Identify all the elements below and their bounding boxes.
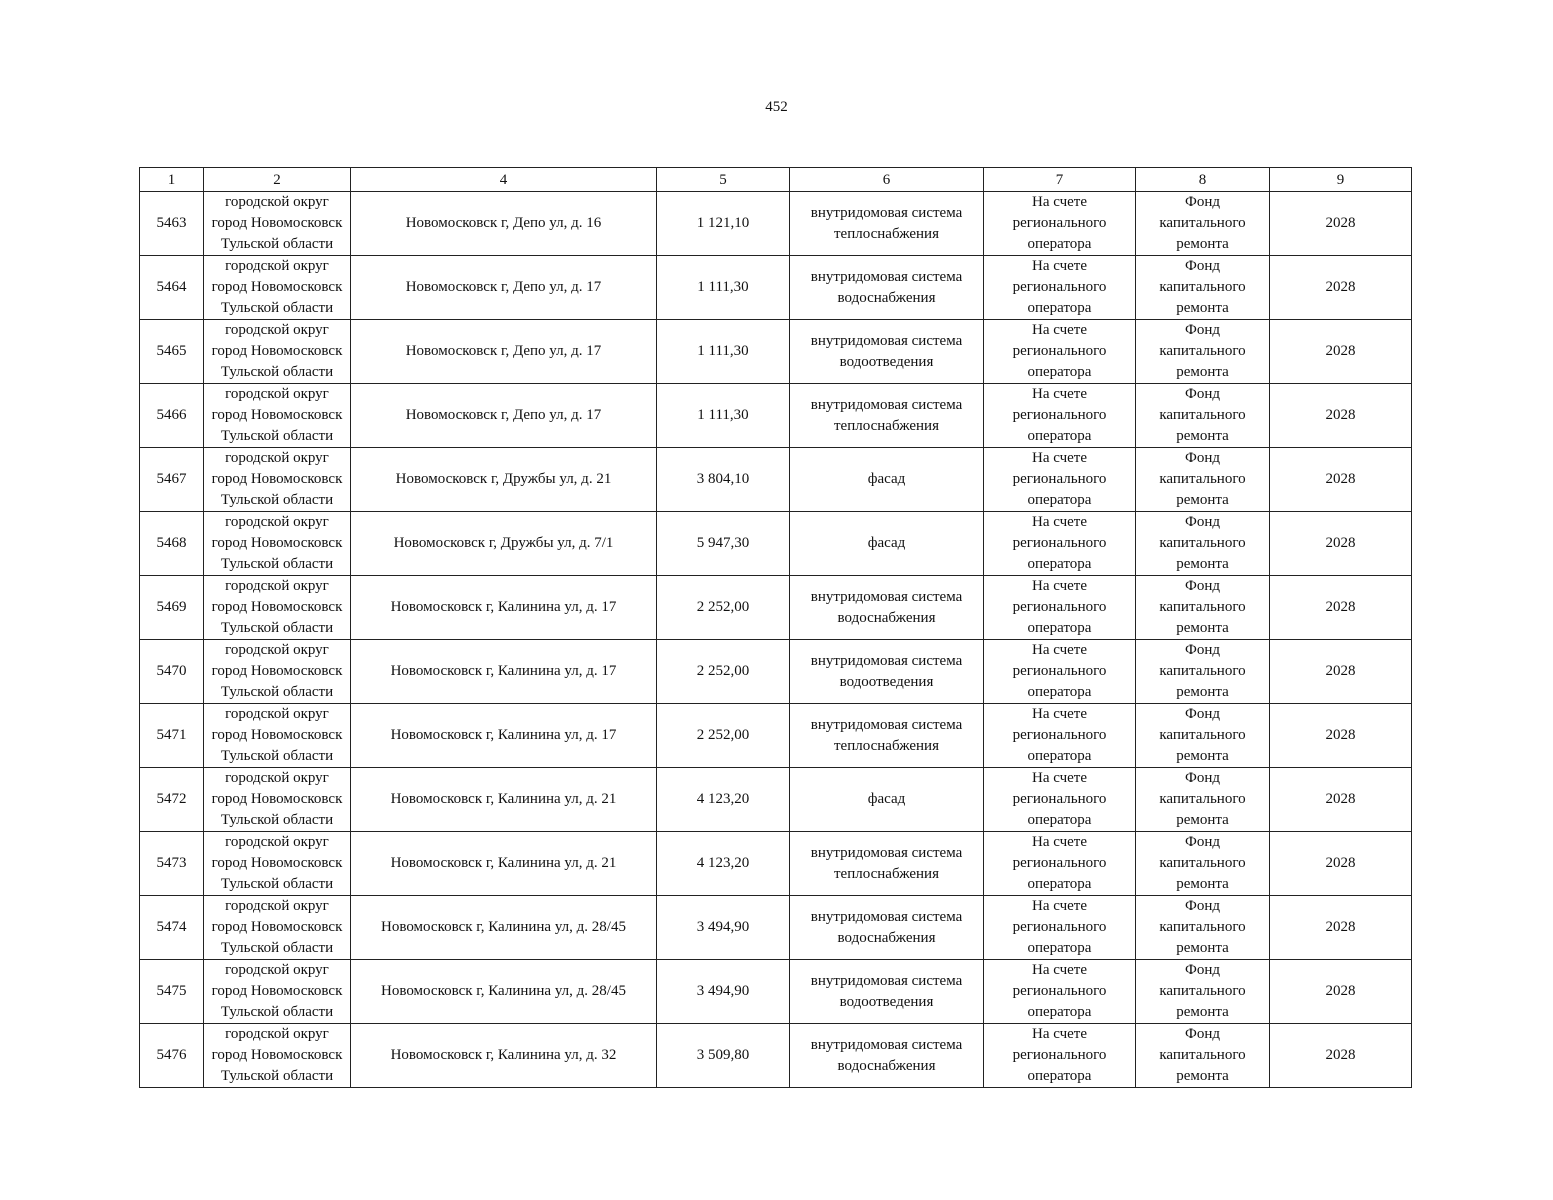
work-type-cell-line: теплоснабжения (834, 737, 939, 754)
funding-source-cell-line: капитального (1159, 471, 1246, 487)
account-method-cell-line: На счете (1031, 194, 1087, 210)
year-cell: 2028 (1270, 192, 1412, 256)
work-type-cell (790, 960, 984, 1024)
municipality-cell (204, 896, 351, 960)
account-method-cell-line: На счете (1031, 322, 1087, 338)
row-number-cell: 5474 (140, 896, 204, 960)
work-type-cell-line: теплоснабжения (834, 225, 939, 242)
year-cell: 2028 (1270, 832, 1412, 896)
account-method-cell (984, 768, 1136, 832)
funding-source-cell-line: Фонд (1184, 258, 1220, 274)
area-cell: 1 111,30 (657, 256, 790, 320)
account-method-cell-line: регионального (1012, 855, 1107, 871)
table-row (140, 704, 1412, 768)
year-cell: 2028 (1270, 704, 1412, 768)
funding-source-cell-line: капитального (1159, 407, 1246, 423)
address-cell: Новомосковск г, Калинина ул, д. 17 (351, 576, 657, 640)
address-cell: Новомосковск г, Калинина ул, д. 28/45 (351, 896, 657, 960)
account-method-cell-line: На счете (1031, 642, 1087, 658)
work-type-cell (790, 256, 984, 320)
area-cell: 1 121,10 (657, 192, 790, 256)
year-cell: 2028 (1270, 576, 1412, 640)
funding-source-cell (1136, 960, 1270, 1024)
municipality-cell-line: городской округ (225, 962, 329, 978)
row-number-cell: 5463 (140, 192, 204, 256)
funding-source-cell-line: ремонта (1176, 1004, 1229, 1020)
funding-source-cell-line: ремонта (1176, 684, 1229, 700)
year-cell: 2028 (1270, 384, 1412, 448)
municipality-cell-line: город Новомосковск (211, 471, 343, 487)
table-row (140, 192, 1412, 256)
work-type-cell-line: внутридомовая система (810, 1036, 963, 1053)
table-body (140, 168, 1412, 1088)
municipality-cell-line: Тульской области (220, 556, 334, 572)
account-method-cell-line: оператора (1027, 1004, 1092, 1020)
account-method-cell (984, 256, 1136, 320)
column-header-9: 9 (1270, 168, 1412, 192)
row-number-cell: 5467 (140, 448, 204, 512)
work-type-cell (790, 192, 984, 256)
header-row (140, 168, 1412, 192)
year-cell: 2028 (1270, 640, 1412, 704)
work-type-cell (790, 576, 984, 640)
funding-source-cell (1136, 896, 1270, 960)
account-method-cell-line: оператора (1027, 364, 1092, 380)
area-cell: 3 804,10 (657, 448, 790, 512)
funding-source-cell-line: ремонта (1176, 812, 1229, 828)
area-cell: 3 509,80 (657, 1024, 790, 1088)
funding-source-cell-line: капитального (1159, 599, 1246, 615)
municipality-cell (204, 384, 351, 448)
municipality-cell (204, 768, 351, 832)
account-method-cell (984, 320, 1136, 384)
funding-source-cell-line: ремонта (1176, 492, 1229, 508)
municipality-cell-line: Тульской области (220, 1068, 334, 1084)
year-cell: 2028 (1270, 768, 1412, 832)
municipality-cell-line: Тульской области (220, 364, 334, 380)
area-cell: 3 494,90 (657, 960, 790, 1024)
funding-source-cell (1136, 704, 1270, 768)
work-type-cell-line: внутридомовая система (810, 204, 963, 221)
funding-source-cell (1136, 448, 1270, 512)
account-method-cell-line: На счете (1031, 386, 1087, 402)
work-type-cell (790, 768, 984, 832)
municipality-cell-line: город Новомосковск (211, 343, 343, 359)
municipality-cell-line: Тульской области (220, 748, 334, 764)
funding-source-cell (1136, 640, 1270, 704)
account-method-cell-line: регионального (1012, 1047, 1107, 1063)
funding-source-cell-line: ремонта (1176, 300, 1229, 316)
account-method-cell (984, 960, 1136, 1024)
column-header-4: 4 (351, 168, 657, 192)
account-method-cell-line: оператора (1027, 748, 1092, 764)
address-cell: Новомосковск г, Калинина ул, д. 17 (351, 704, 657, 768)
account-method-cell-line: На счете (1031, 834, 1087, 850)
funding-source-cell-line: ремонта (1176, 236, 1229, 252)
account-method-cell (984, 576, 1136, 640)
municipality-cell-line: город Новомосковск (211, 919, 343, 935)
account-method-cell-line: регионального (1012, 599, 1107, 615)
funding-source-cell-line: ремонта (1176, 748, 1229, 764)
account-method-cell-line: регионального (1012, 535, 1107, 551)
work-type-cell-line: внутридомовая система (810, 844, 963, 861)
table-row (140, 832, 1412, 896)
account-method-cell-line: На счете (1031, 898, 1087, 914)
funding-source-cell-line: Фонд (1184, 194, 1220, 210)
work-type-cell-line: внутридомовая система (810, 652, 963, 669)
work-type-cell (790, 320, 984, 384)
row-number-cell: 5473 (140, 832, 204, 896)
municipality-cell-line: Тульской области (220, 1004, 334, 1020)
funding-source-cell-line: Фонд (1184, 642, 1220, 658)
year-cell: 2028 (1270, 1024, 1412, 1088)
funding-source-cell (1136, 1024, 1270, 1088)
account-method-cell-line: оператора (1027, 300, 1092, 316)
municipality-cell-line: Тульской области (220, 876, 334, 892)
municipality-cell-line: городской округ (225, 450, 329, 466)
municipality-cell-line: город Новомосковск (211, 663, 343, 679)
municipality-cell (204, 192, 351, 256)
account-method-cell-line: На счете (1031, 450, 1087, 466)
capital-repair-table (139, 167, 1412, 1088)
account-method-cell (984, 448, 1136, 512)
account-method-cell-line: оператора (1027, 812, 1092, 828)
work-type-cell (790, 384, 984, 448)
municipality-cell (204, 960, 351, 1024)
municipality-cell-line: Тульской области (220, 236, 334, 252)
work-type-cell-line: фасад (867, 791, 906, 807)
municipality-cell (204, 640, 351, 704)
account-method-cell-line: регионального (1012, 791, 1107, 807)
funding-source-cell-line: капитального (1159, 855, 1246, 871)
account-method-cell (984, 192, 1136, 256)
work-type-cell-line: водоснабжения (837, 1057, 936, 1074)
account-method-cell (984, 832, 1136, 896)
municipality-cell-line: городской округ (225, 1026, 329, 1042)
funding-source-cell-line: Фонд (1184, 322, 1220, 338)
municipality-cell-line: город Новомосковск (211, 535, 343, 551)
municipality-cell-line: Тульской области (220, 812, 334, 828)
municipality-cell-line: городской округ (225, 898, 329, 914)
area-cell: 1 111,30 (657, 384, 790, 448)
work-type-cell-line: водоснабжения (837, 289, 936, 306)
municipality-cell-line: город Новомосковск (211, 727, 343, 743)
funding-source-cell-line: капитального (1159, 727, 1246, 743)
municipality-cell-line: городской округ (225, 706, 329, 722)
funding-source-cell-line: Фонд (1184, 1026, 1220, 1042)
account-method-cell-line: На счете (1031, 1026, 1087, 1042)
municipality-cell-line: городской округ (225, 834, 329, 850)
municipality-cell-line: городской округ (225, 770, 329, 786)
column-header-2: 2 (204, 168, 351, 192)
year-cell: 2028 (1270, 960, 1412, 1024)
row-number-cell: 5476 (140, 1024, 204, 1088)
work-type-cell (790, 512, 984, 576)
account-method-cell (984, 896, 1136, 960)
column-header-1: 1 (140, 168, 204, 192)
municipality-cell-line: Тульской области (220, 300, 334, 316)
address-cell: Новомосковск г, Депо ул, д. 17 (351, 256, 657, 320)
row-number-cell: 5466 (140, 384, 204, 448)
table-row (140, 320, 1412, 384)
funding-source-cell-line: капитального (1159, 215, 1246, 231)
year-cell: 2028 (1270, 448, 1412, 512)
work-type-cell-line: фасад (867, 535, 906, 551)
funding-source-cell-line: Фонд (1184, 386, 1220, 402)
municipality-cell-line: городской округ (225, 322, 329, 338)
account-method-cell-line: регионального (1012, 471, 1107, 487)
funding-source-cell-line: Фонд (1184, 962, 1220, 978)
address-cell: Новомосковск г, Депо ул, д. 17 (351, 384, 657, 448)
funding-source-cell (1136, 192, 1270, 256)
funding-source-cell-line: ремонта (1176, 428, 1229, 444)
account-method-cell-line: оператора (1027, 556, 1092, 572)
municipality-cell-line: город Новомосковск (211, 215, 343, 231)
row-number-cell: 5472 (140, 768, 204, 832)
municipality-cell (204, 704, 351, 768)
funding-source-cell-line: ремонта (1176, 364, 1229, 380)
table-row (140, 512, 1412, 576)
account-method-cell (984, 640, 1136, 704)
account-method-cell (984, 704, 1136, 768)
municipality-cell (204, 576, 351, 640)
funding-source-cell-line: капитального (1159, 663, 1246, 679)
municipality-cell-line: городской округ (225, 514, 329, 530)
work-type-cell (790, 448, 984, 512)
table-row (140, 448, 1412, 512)
address-cell: Новомосковск г, Дружбы ул, д. 7/1 (351, 512, 657, 576)
account-method-cell-line: регионального (1012, 663, 1107, 679)
funding-source-cell (1136, 832, 1270, 896)
work-type-cell-line: фасад (867, 471, 906, 487)
work-type-cell (790, 704, 984, 768)
municipality-cell (204, 832, 351, 896)
area-cell: 2 252,00 (657, 640, 790, 704)
funding-source-cell (1136, 768, 1270, 832)
funding-source-cell (1136, 384, 1270, 448)
account-method-cell-line: оператора (1027, 620, 1092, 636)
table-row (140, 960, 1412, 1024)
year-cell: 2028 (1270, 320, 1412, 384)
column-header-7: 7 (984, 168, 1136, 192)
municipality-cell-line: Тульской области (220, 684, 334, 700)
year-cell: 2028 (1270, 512, 1412, 576)
work-type-cell-line: внутридомовая система (810, 268, 963, 285)
area-cell: 2 252,00 (657, 704, 790, 768)
funding-source-cell (1136, 256, 1270, 320)
funding-source-cell-line: ремонта (1176, 940, 1229, 956)
work-type-cell-line: теплоснабжения (834, 417, 939, 434)
account-method-cell-line: На счете (1031, 962, 1087, 978)
municipality-cell-line: Тульской области (220, 428, 334, 444)
account-method-cell-line: оператора (1027, 876, 1092, 892)
municipality-cell-line: городской округ (225, 578, 329, 594)
funding-source-cell-line: Фонд (1184, 578, 1220, 594)
funding-source-cell-line: капитального (1159, 919, 1246, 935)
address-cell: Новомосковск г, Дружбы ул, д. 21 (351, 448, 657, 512)
account-method-cell-line: оператора (1027, 684, 1092, 700)
account-method-cell-line: На счете (1031, 514, 1087, 530)
account-method-cell-line: регионального (1012, 727, 1107, 743)
area-cell: 1 111,30 (657, 320, 790, 384)
area-cell: 5 947,30 (657, 512, 790, 576)
municipality-cell-line: город Новомосковск (211, 1047, 343, 1063)
work-type-cell (790, 896, 984, 960)
funding-source-cell (1136, 512, 1270, 576)
row-number-cell: 5465 (140, 320, 204, 384)
work-type-cell-line: внутридомовая система (810, 972, 963, 989)
account-method-cell (984, 512, 1136, 576)
funding-source-cell-line: Фонд (1184, 514, 1220, 530)
funding-source-cell-line: капитального (1159, 535, 1246, 551)
account-method-cell-line: На счете (1031, 258, 1087, 274)
funding-source-cell-line: капитального (1159, 1047, 1246, 1063)
year-cell: 2028 (1270, 896, 1412, 960)
account-method-cell (984, 384, 1136, 448)
work-type-cell (790, 1024, 984, 1088)
funding-source-cell-line: Фонд (1184, 898, 1220, 914)
table-row (140, 384, 1412, 448)
municipality-cell-line: городской округ (225, 642, 329, 658)
municipality-cell (204, 320, 351, 384)
work-type-cell-line: водоснабжения (837, 929, 936, 946)
work-type-cell-line: внутридомовая система (810, 716, 963, 733)
work-type-cell (790, 640, 984, 704)
funding-source-cell-line: Фонд (1184, 770, 1220, 786)
account-method-cell-line: регионального (1012, 343, 1107, 359)
funding-source-cell-line: ремонта (1176, 620, 1229, 636)
table-row (140, 896, 1412, 960)
account-method-cell-line: регионального (1012, 215, 1107, 231)
funding-source-cell-line: Фонд (1184, 706, 1220, 722)
account-method-cell-line: оператора (1027, 428, 1092, 444)
table-row (140, 256, 1412, 320)
row-number-cell: 5469 (140, 576, 204, 640)
municipality-cell-line: город Новомосковск (211, 855, 343, 871)
account-method-cell-line: оператора (1027, 492, 1092, 508)
municipality-cell-line: город Новомосковск (211, 407, 343, 423)
funding-source-cell-line: капитального (1159, 343, 1246, 359)
page-number: 452 (765, 99, 788, 115)
municipality-cell-line: Тульской области (220, 940, 334, 956)
column-header-8: 8 (1136, 168, 1270, 192)
table-row (140, 576, 1412, 640)
funding-source-cell (1136, 320, 1270, 384)
municipality-cell-line: городской округ (225, 194, 329, 210)
account-method-cell-line: регионального (1012, 983, 1107, 999)
funding-source-cell-line: ремонта (1176, 556, 1229, 572)
funding-source-cell-line: капитального (1159, 279, 1246, 295)
account-method-cell-line: регионального (1012, 279, 1107, 295)
address-cell: Новомосковск г, Калинина ул, д. 32 (351, 1024, 657, 1088)
account-method-cell-line: На счете (1031, 578, 1087, 594)
account-method-cell-line: оператора (1027, 1068, 1092, 1084)
funding-source-cell (1136, 576, 1270, 640)
funding-source-cell-line: Фонд (1184, 834, 1220, 850)
address-cell: Новомосковск г, Депо ул, д. 16 (351, 192, 657, 256)
row-number-cell: 5471 (140, 704, 204, 768)
municipality-cell-line: город Новомосковск (211, 599, 343, 615)
row-number-cell: 5475 (140, 960, 204, 1024)
municipality-cell-line: город Новомосковск (211, 983, 343, 999)
municipality-cell-line: городской округ (225, 386, 329, 402)
municipality-cell (204, 448, 351, 512)
work-type-cell-line: водоснабжения (837, 609, 936, 626)
work-type-cell-line: водоотведения (839, 993, 934, 1010)
address-cell: Новомосковск г, Калинина ул, д. 21 (351, 768, 657, 832)
account-method-cell-line: оператора (1027, 940, 1092, 956)
municipality-cell-line: Тульской области (220, 620, 334, 636)
year-cell: 2028 (1270, 256, 1412, 320)
address-cell: Новомосковск г, Калинина ул, д. 28/45 (351, 960, 657, 1024)
account-method-cell (984, 1024, 1136, 1088)
row-number-cell: 5464 (140, 256, 204, 320)
municipality-cell-line: город Новомосковск (211, 279, 343, 295)
table-row (140, 768, 1412, 832)
work-type-cell-line: внутридомовая система (810, 396, 963, 413)
account-method-cell-line: На счете (1031, 706, 1087, 722)
municipality-cell (204, 512, 351, 576)
work-type-cell-line: внутридомовая система (810, 908, 963, 925)
municipality-cell-line: город Новомосковск (211, 791, 343, 807)
municipality-cell (204, 1024, 351, 1088)
table-row (140, 1024, 1412, 1088)
funding-source-cell-line: ремонта (1176, 1068, 1229, 1084)
work-type-cell-line: водоотведения (839, 353, 934, 370)
address-cell: Новомосковск г, Калинина ул, д. 17 (351, 640, 657, 704)
municipality-cell-line: городской округ (225, 258, 329, 274)
work-type-cell-line: внутридомовая система (810, 332, 963, 349)
column-header-6: 6 (790, 168, 984, 192)
work-type-cell-line: водоотведения (839, 673, 934, 690)
funding-source-cell-line: ремонта (1176, 876, 1229, 892)
area-cell: 2 252,00 (657, 576, 790, 640)
address-cell: Новомосковск г, Калинина ул, д. 21 (351, 832, 657, 896)
funding-source-cell-line: капитального (1159, 791, 1246, 807)
table-row (140, 640, 1412, 704)
municipality-cell (204, 256, 351, 320)
area-cell: 4 123,20 (657, 832, 790, 896)
account-method-cell-line: оператора (1027, 236, 1092, 252)
area-cell: 4 123,20 (657, 768, 790, 832)
row-number-cell: 5470 (140, 640, 204, 704)
account-method-cell-line: регионального (1012, 919, 1107, 935)
area-cell: 3 494,90 (657, 896, 790, 960)
column-header-5: 5 (657, 168, 790, 192)
work-type-cell (790, 832, 984, 896)
funding-source-cell-line: капитального (1159, 983, 1246, 999)
account-method-cell-line: На счете (1031, 770, 1087, 786)
municipality-cell-line: Тульской области (220, 492, 334, 508)
work-type-cell-line: теплоснабжения (834, 865, 939, 882)
funding-source-cell-line: Фонд (1184, 450, 1220, 466)
work-type-cell-line: внутридомовая система (810, 588, 963, 605)
row-number-cell: 5468 (140, 512, 204, 576)
account-method-cell-line: регионального (1012, 407, 1107, 423)
address-cell: Новомосковск г, Депо ул, д. 17 (351, 320, 657, 384)
